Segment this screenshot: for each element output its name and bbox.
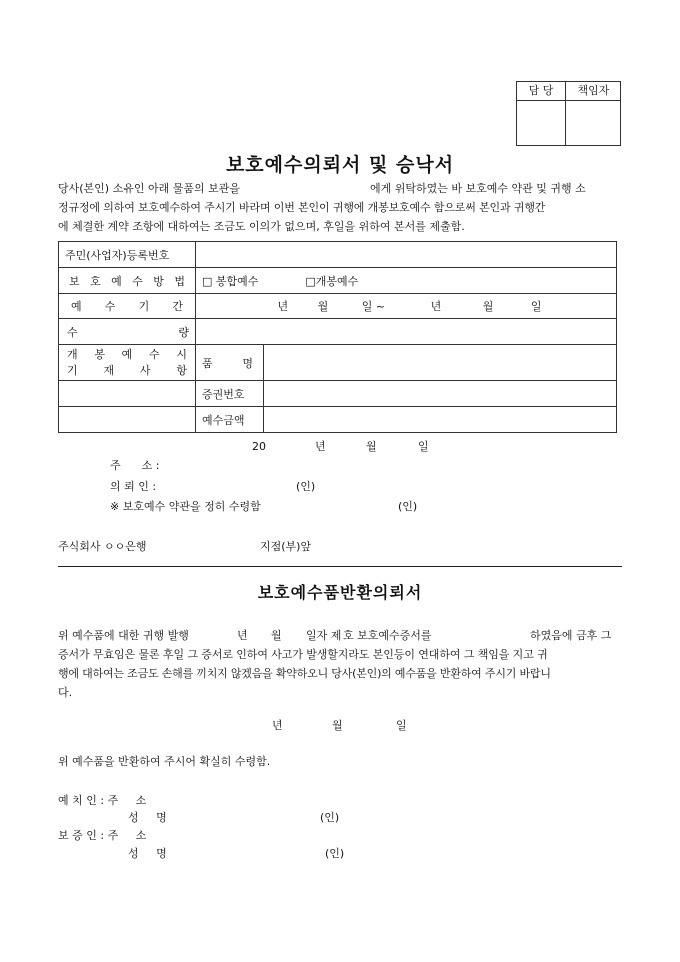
period-day-to: 일 — [530, 300, 542, 313]
period-day-from: 일 ~ — [361, 300, 386, 313]
label-char: 기 — [67, 363, 78, 377]
item-name-field[interactable] — [264, 345, 617, 381]
item-name-label — [196, 345, 264, 381]
period-month-to: 월 — [482, 300, 494, 313]
label-char: 법 — [174, 274, 185, 288]
requester-seal: (인) — [296, 480, 316, 493]
method-label — [59, 268, 196, 294]
table-row — [59, 268, 617, 294]
cert-number-field[interactable] — [264, 381, 617, 407]
label-char: 수 — [132, 274, 143, 288]
period-label — [59, 294, 196, 319]
label-char: 예 — [121, 347, 133, 361]
date-month: 월 — [366, 440, 377, 453]
option-opened-checkbox[interactable]: □개봉예수 — [305, 274, 359, 288]
return-para-line4: 다. — [58, 686, 73, 699]
period-year-to: 년 — [430, 300, 442, 313]
label-char: 간 — [172, 300, 183, 313]
reg-number-label — [59, 242, 196, 268]
paragraph-line1-b: 에게 위탁하였는 바 보호예수 약관 및 귀행 소 — [370, 182, 586, 195]
guarantor-name-label: 성 명 — [128, 847, 167, 860]
paragraph-line2: 정규정에 의하여 보호예수하여 주시기 바라며 이번 본인이 귀행에 개봉보호예수 함으로써 본인과 귀행간 — [58, 201, 546, 214]
label-char: 개 — [67, 347, 78, 361]
return-para-line1-day: 일자 제 — [306, 629, 342, 642]
receipt-note: ※ 보호예수 약관을 정히 수령함 — [110, 500, 261, 513]
return-request-title: 보호예수품반환의뢰서 — [257, 583, 423, 602]
label-char: 량 — [178, 325, 189, 339]
deposit-amount-field[interactable] — [264, 407, 617, 433]
branch-name: 지점(부)앞 — [260, 540, 312, 553]
option-sealed-checkbox[interactable]: □ 봉합예수 — [202, 274, 259, 288]
label-char: 재 — [103, 363, 115, 377]
table-row — [59, 242, 617, 268]
period-year-from: 년 — [277, 300, 289, 313]
deposit-info-table — [58, 241, 617, 433]
table-row — [59, 345, 617, 381]
table-row — [59, 381, 617, 407]
reg-number-label-text: 주민(사업자)등록번호 — [65, 248, 170, 262]
page-title: 보호예수의뢰서 및 승낙서 — [225, 154, 455, 176]
depositor-address-label: 예 치 인 : 주 소 — [58, 794, 147, 807]
label-char: 시 — [176, 347, 187, 361]
return-para-line1-month: 월 — [271, 629, 282, 642]
period-month-from: 월 — [317, 300, 329, 313]
guarantor-seal: (인) — [325, 847, 345, 860]
label-char: 방 — [153, 274, 164, 288]
empty-cell — [59, 381, 196, 407]
table-row — [59, 319, 617, 345]
label-char: 수 — [104, 300, 116, 313]
paragraph-line1-a: 당사(본인) 소유인 아래 물품의 보관을 — [58, 182, 240, 195]
return-para-line2: 증서가 무효임은 물론 후일 그 증서로 인하여 사고가 발생할지라도 본인등이 연대하여 그 책임을 지고 귀 — [58, 648, 548, 661]
depositor-seal: (인) — [320, 811, 340, 824]
deposit-amount-label: 예수금액 — [196, 407, 264, 433]
approval-col-manager: 담 당 — [528, 84, 554, 97]
return-para-line1-a: 위 예수품에 대한 귀행 발행 — [58, 629, 189, 642]
open-note-label — [59, 345, 196, 381]
label-char: 품 — [202, 356, 213, 370]
return-date-year: 년 — [272, 719, 283, 732]
guarantor-address-label: 보 증 인 : 주 소 — [58, 829, 147, 842]
label-char: 사 — [139, 363, 151, 377]
receipt-confirmation: 위 예수품을 반환하여 주시어 확실히 수령함. — [58, 755, 271, 768]
return-para-line3: 행에 대하여는 조금도 손해를 끼치지 않겠음을 확약하오니 당사(본인)의 예수품을 반환하여 주시기 바랍니 — [58, 667, 551, 680]
depositor-name-label: 성 명 — [128, 811, 167, 824]
approval-box — [516, 81, 621, 146]
return-para-line1-end: 하였음에 금후 그 — [530, 629, 612, 642]
approval-col-supervisor: 책임자 — [577, 84, 610, 97]
label-char: 항 — [176, 363, 187, 377]
empty-cell — [59, 407, 196, 433]
label-char: 예 — [71, 300, 82, 313]
label-char: 예 — [111, 274, 122, 288]
period-field[interactable] — [196, 294, 617, 319]
label-char: 기 — [138, 300, 150, 313]
quantity-field[interactable] — [196, 319, 617, 345]
reg-number-field[interactable] — [196, 242, 617, 268]
table-row — [59, 407, 617, 433]
method-options — [196, 268, 617, 294]
table-row — [59, 294, 617, 319]
cert-number-label: 증권번호 — [196, 381, 264, 407]
label-char: 명 — [242, 356, 253, 370]
label-char: 수 — [67, 325, 78, 339]
date-day: 일 — [418, 440, 429, 453]
date-year-prefix: 20 — [252, 440, 266, 453]
return-date-month: 월 — [332, 719, 343, 732]
requester-label: 의 뢰 인 : — [110, 480, 157, 493]
label-char: 보 — [69, 274, 80, 288]
section-divider — [58, 566, 622, 567]
paragraph-line3: 에 체결한 계약 조항에 대하여는 조금도 이의가 없으며, 후일을 위하여 본서를 제출함. — [58, 220, 465, 233]
receipt-seal: (인) — [398, 500, 418, 513]
label-char: 호 — [90, 274, 101, 288]
label-char: 수 — [148, 347, 160, 361]
address-label: 주 소 : — [110, 459, 160, 472]
date-year: 년 — [315, 440, 326, 453]
return-para-line1-number: 호 보호예수증서를 — [343, 629, 432, 642]
return-date-day: 일 — [396, 719, 407, 732]
approval-header-line — [517, 100, 620, 101]
bank-name: 주식회사 ㅇㅇ은행 — [58, 540, 147, 553]
return-para-line1-year: 년 — [237, 629, 248, 642]
quantity-label — [59, 319, 196, 345]
label-char: 봉 — [94, 347, 105, 361]
